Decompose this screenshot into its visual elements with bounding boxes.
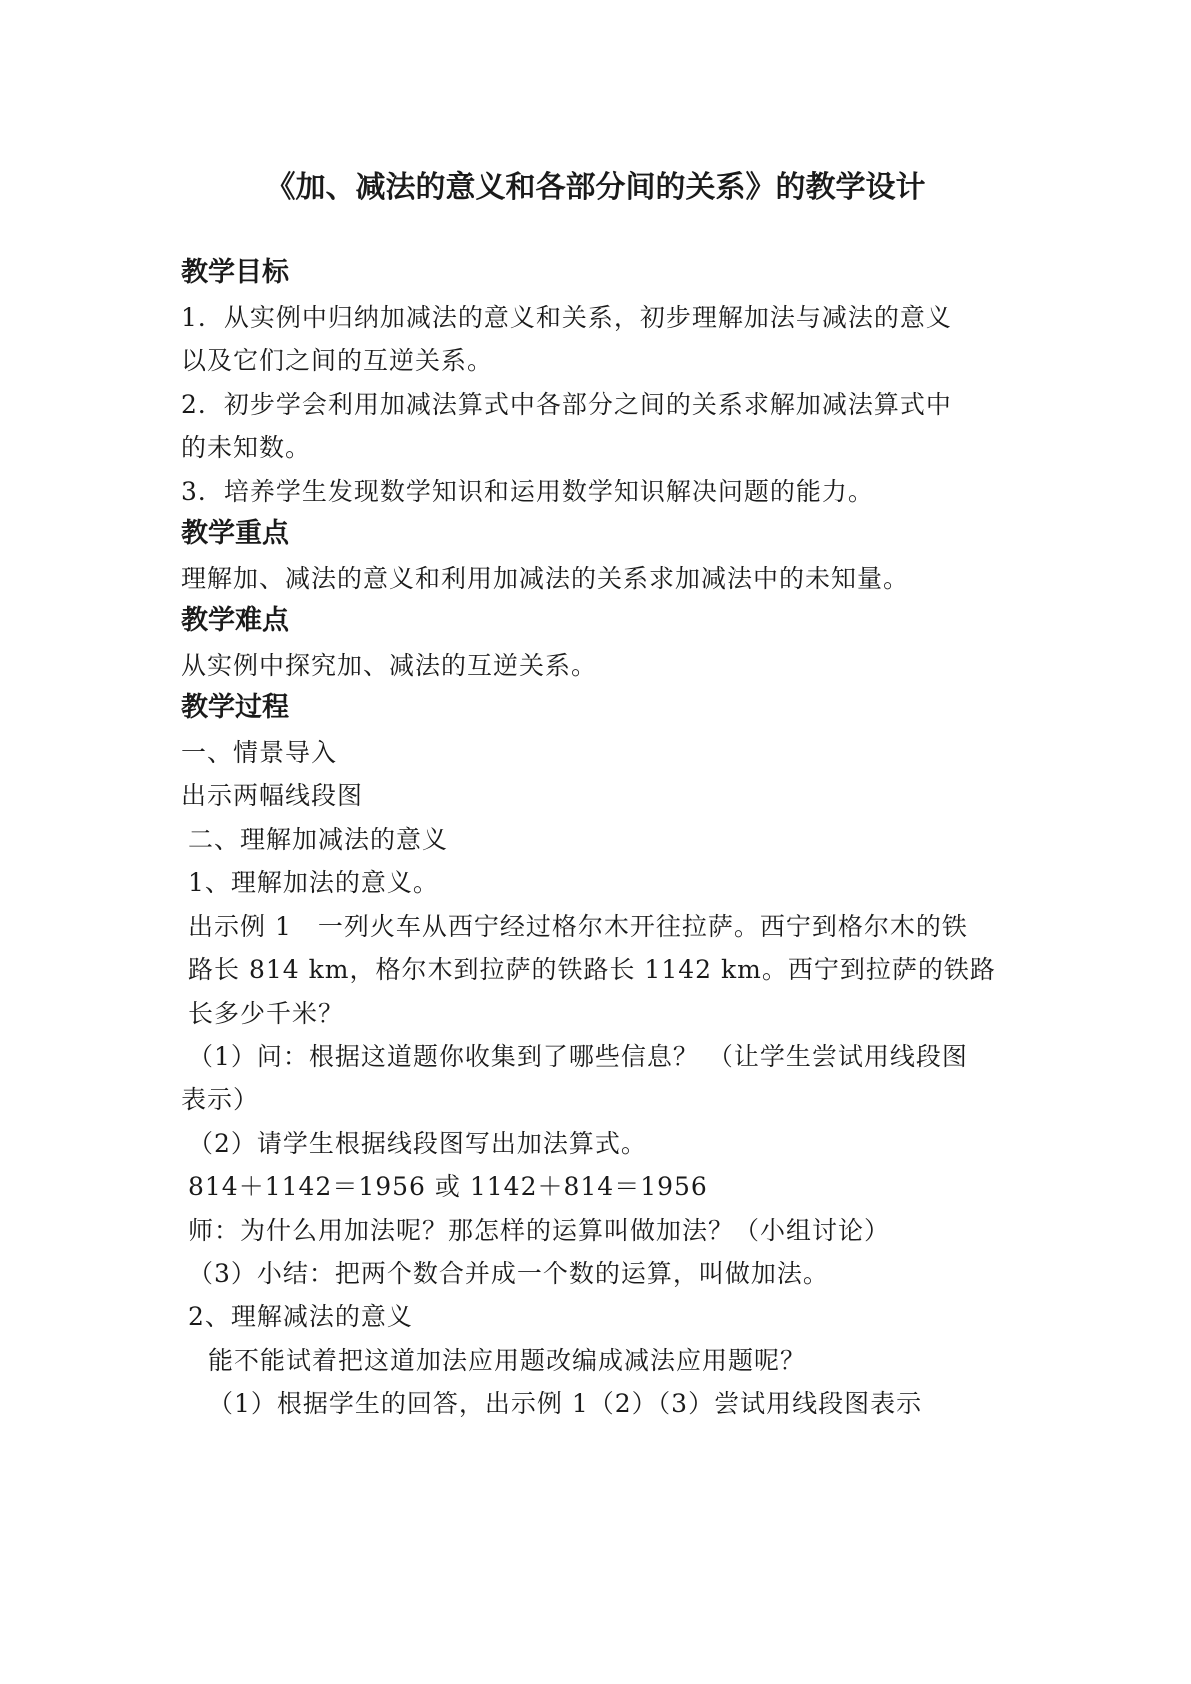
section-1-heading: 一、情景导入: [181, 738, 338, 767]
document-title: 《加、减法的意义和各部分间的关系》的教学设计: [265, 170, 926, 205]
question-1-line-2: 表示）: [181, 1085, 260, 1114]
addition-equation: 814＋1142＝1956 或 1142＋814＝1956: [188, 1172, 708, 1201]
question-1-line-1: （1）问：根据这道题你收集到了哪些信息？ （让学生尝试用线段图: [188, 1042, 968, 1071]
question-2: （2）请学生根据线段图写出加法算式。: [188, 1129, 647, 1158]
difficulties-heading: 教学难点: [181, 605, 289, 636]
section-1-text: 出示两幅线段图: [181, 781, 364, 810]
key-points-heading: 教学重点: [181, 518, 289, 549]
teacher-question: 师：为什么用加法呢？那怎样的运算叫做加法？（小组讨论）: [188, 1216, 891, 1245]
objective-1-line-1: 1．从实例中归纳加减法的意义和关系，初步理解加法与减法的意义: [181, 303, 952, 332]
subsection-2-text: 能不能试着把这道加法应用题改编成减法应用题呢？: [208, 1346, 807, 1375]
key-points-text: 理解加、减法的意义和利用加减法的关系求加减法中的未知量。: [181, 564, 910, 593]
process-heading: 教学过程: [181, 692, 289, 723]
objective-2-line-1: 2．初步学会利用加减法算式中各部分之间的关系求解加减法算式中: [181, 390, 952, 419]
objectives-heading: 教学目标: [181, 257, 289, 288]
difficulties-text: 从实例中探究加、减法的互逆关系。: [181, 651, 598, 680]
objective-2-line-2: 的未知数。: [181, 433, 312, 462]
section-2-heading: 二、理解加减法的意义: [188, 825, 449, 854]
example-line-2: 路长 814 km，格尔木到拉萨的铁路长 1142 km。西宁到拉萨的铁路: [188, 955, 996, 984]
subsection-2-heading: 2、理解减法的意义: [188, 1302, 413, 1331]
example-line-3: 长多少千米？: [188, 999, 345, 1028]
subsection-1-heading: 1、理解加法的意义。: [188, 868, 439, 897]
example-line-1: 出示例 1 一列火车从西宁经过格尔木开往拉萨。西宁到格尔木的铁: [188, 912, 968, 941]
objective-3: 3．培养学生发现数学知识和运用数学知识解决问题的能力。: [181, 477, 874, 506]
objective-1-line-2: 以及它们之间的互逆关系。: [181, 346, 494, 375]
question-3-summary: （3）小结：把两个数合并成一个数的运算，叫做加法。: [188, 1259, 829, 1288]
subsection-2-question-1: （1）根据学生的回答，出示例 1（2）（3）尝试用线段图表示: [208, 1389, 923, 1418]
